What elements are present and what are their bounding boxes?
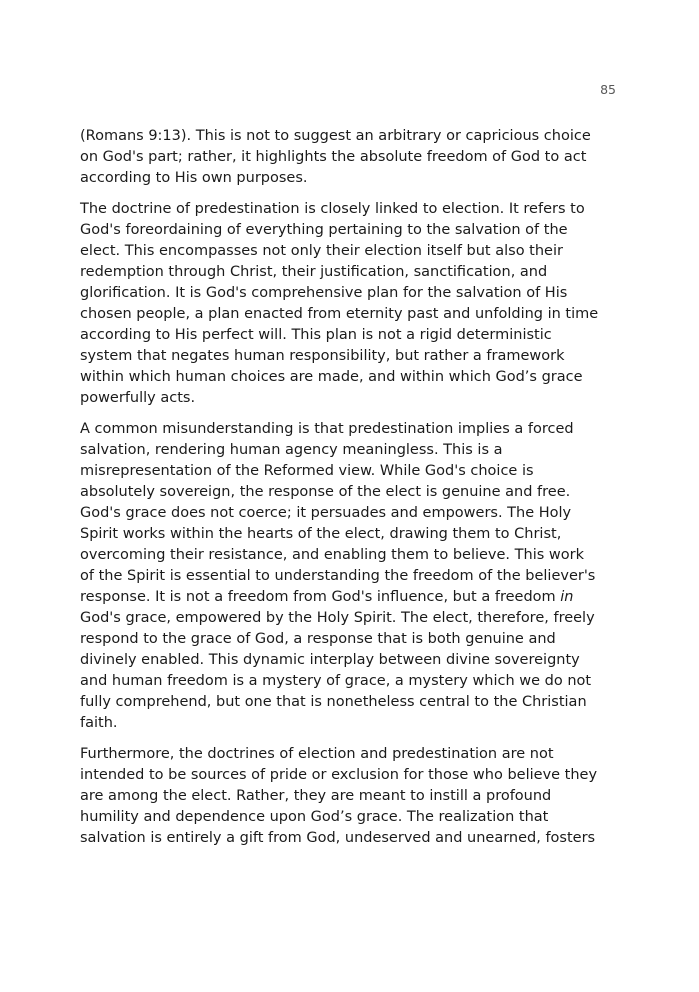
paragraph [80,126,640,189]
text-run: respond to the grace of God, a response that is both genuine and [80,631,556,647]
text-run: and human freedom is a mystery of grace, a mystery which we do not [80,673,592,689]
paragraph [80,419,640,734]
text-run: intended to be sources of pride or exclusion for those who believe they [80,767,598,783]
text-run: God's grace, empowered by the Holy Spirit. The elect, therefore, freely [80,610,595,626]
text-run: A common misunderstanding is that predestination implies a forced [80,421,574,437]
text-run: on God's part; rather, it highlights the absolute freedom of God to act [80,149,587,165]
text-run: (Romans 9:13). This is not to suggest an arbitrary or capricious choice [80,128,591,144]
text-run: salvation, rendering human agency meaningless. This is a [80,442,503,458]
text-line [80,419,640,440]
text-line [80,786,640,807]
text-run: God's grace does not coerce; it persuades and empowers. The Holy [80,505,572,521]
text-line [80,262,640,283]
text-run: response. It is not a freedom from God's influence, but a freedom [80,589,561,605]
text-line [80,461,640,482]
text-line [80,220,640,241]
text-line [80,608,640,629]
text-line [80,545,640,566]
text-run: faith. [80,715,118,731]
text-line [80,304,640,325]
text-line [80,503,640,524]
text-run: The doctrine of predestination is closely linked to election. It refers to [80,201,585,217]
text-line [80,367,640,388]
text-run: humility and dependence upon God’s grace. The realization that [80,809,549,825]
text-line [80,629,640,650]
text-run: redemption through Christ, their justification, sanctification, and [80,264,548,280]
text-line [80,765,640,786]
text-line [80,482,640,503]
text-run: powerfully acts. [80,390,196,406]
text-run: within which human choices are made, and within which God’s grace [80,369,583,385]
text-line [80,692,640,713]
paragraph [80,744,640,849]
text-run: misrepresentation of the Reformed view. While God's choice is [80,463,534,479]
text-run: according to His perfect will. This plan is not a rigid deterministic [80,327,552,343]
text-run: absolutely sovereign, the response of the elect is genuine and free. [80,484,571,500]
text-line [80,241,640,262]
text-line [80,524,640,545]
text-line [80,346,640,367]
text-line [80,283,640,304]
text-line [80,388,640,409]
text-line [80,566,640,587]
text-line [80,828,640,849]
text-run: of the Spirit is essential to understanding the freedom of the believer's [80,568,596,584]
text-run: are among the elect. Rather, they are meant to instill a profound [80,788,552,804]
text-run: chosen people, a plan enacted from eternity past and unfolding in time [80,306,599,322]
text-run: elect. This encompasses not only their election itself but also their [80,243,563,259]
text-run: fully comprehend, but one that is nonetheless central to the Christian [80,694,587,710]
text-line [80,807,640,828]
text-line [80,713,640,734]
page-number: 85 [600,82,616,97]
text-run: salvation is entirely a gift from God, undeserved and unearned, fosters [80,830,596,846]
text-line [80,744,640,765]
text-run: glorification. It is God's comprehensive plan for the salvation of His [80,285,568,301]
italic-text-run: in [560,589,574,605]
text-run: Spirit works within the hearts of the elect, drawing them to Christ, [80,526,562,542]
text-line [80,147,640,168]
text-run: system that negates human responsibility, but rather a framework [80,348,565,364]
text-line [80,587,640,608]
text-run: Furthermore, the doctrines of election and predestination are not [80,746,554,762]
text-line [80,440,640,461]
paragraph [80,199,640,409]
text-line [80,126,640,147]
text-block [80,126,640,859]
text-run: divinely enabled. This dynamic interplay between divine sovereignty [80,652,580,668]
text-line [80,671,640,692]
text-line [80,168,640,189]
text-run: overcoming their resistance, and enabling them to believe. This work [80,547,584,563]
text-run: according to His own purposes. [80,170,308,186]
text-run: God's foreordaining of everything pertaining to the salvation of the [80,222,568,238]
text-line [80,325,640,346]
text-line [80,650,640,671]
text-line [80,199,640,220]
